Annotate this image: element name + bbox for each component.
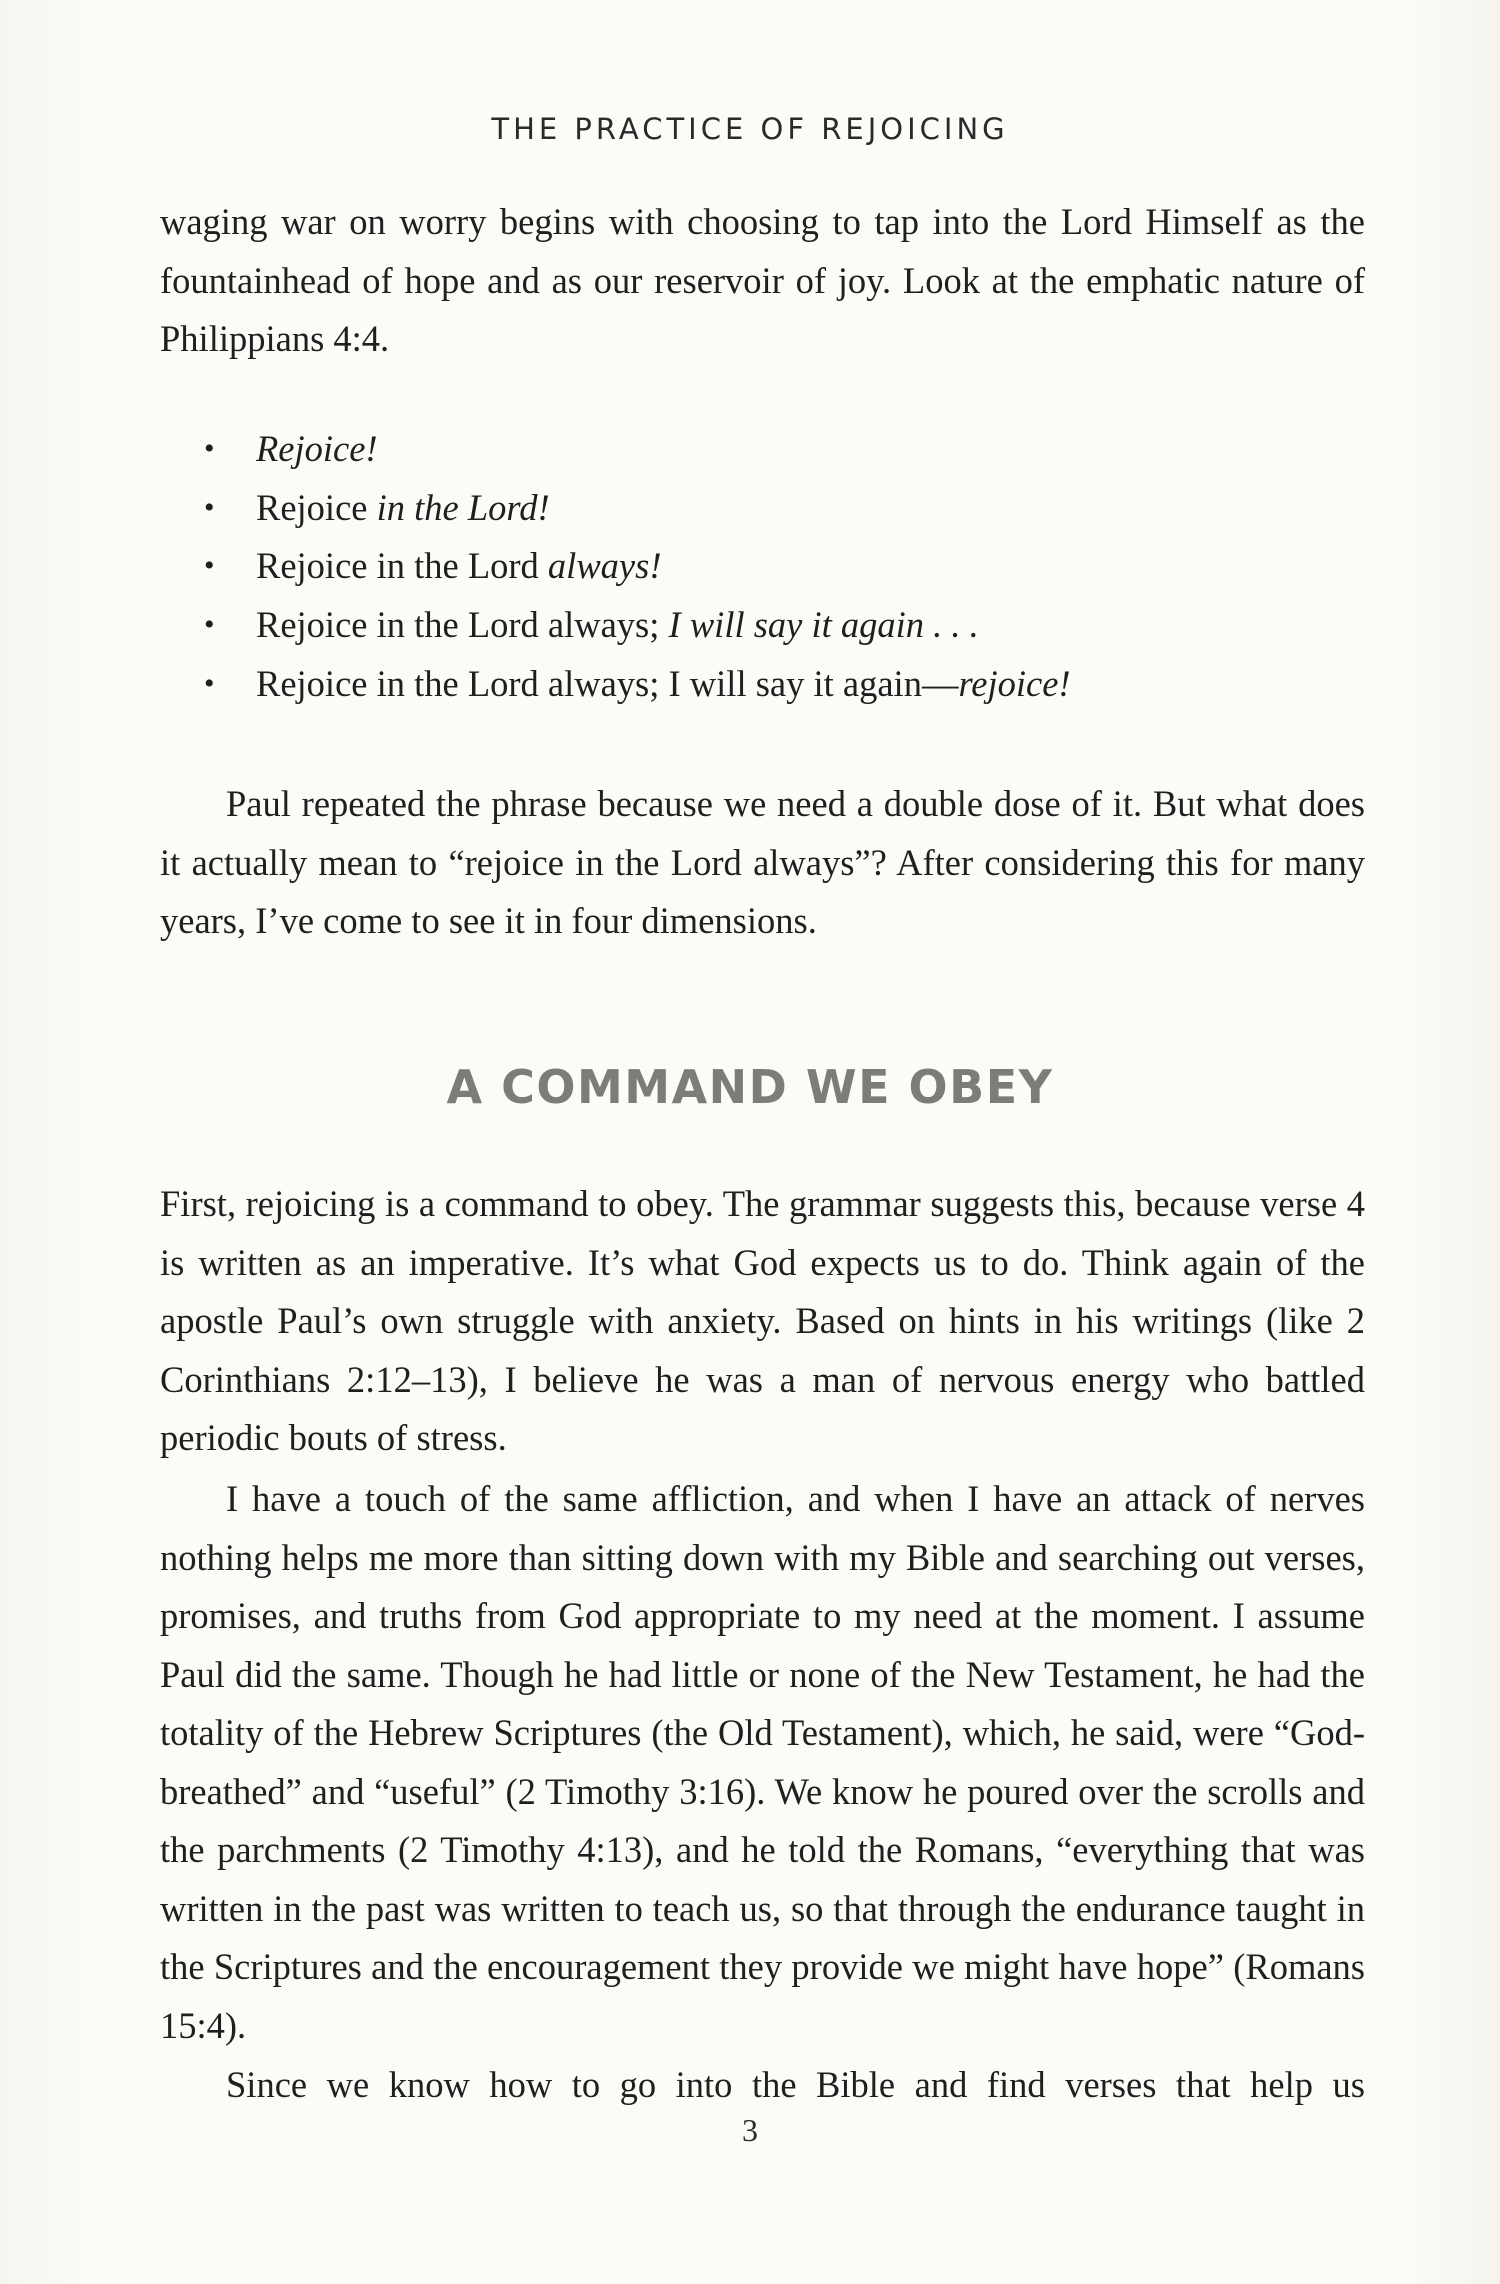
bullet-icon: •: [204, 432, 215, 465]
bullet-item: [204, 537, 1304, 596]
bullet-item: [204, 596, 1304, 655]
running-head: THE PRACTICE OF REJOICING: [491, 112, 1009, 146]
bullet-plain-text: Rejoice in the Lord always; I will say it again—: [256, 662, 959, 704]
section-heading: A COMMAND WE OBEY: [446, 1060, 1054, 1114]
bullet-italic-text: rejoice!: [958, 662, 1071, 704]
bullet-italic-text: I will say it again . . .: [668, 604, 979, 646]
bullet-list: [204, 420, 1304, 714]
bullet-icon: •: [204, 608, 215, 642]
bullet-item: [204, 655, 1304, 714]
bullet-italic-text: Rejoice!: [256, 428, 378, 469]
paragraph-double-dose: Paul repeated the phrase because we need a double dose of it. But what does it actually mean to “rejoice in the Lord always”? After considering this for many years, I’ve come to see it in four dimensions.: [160, 783, 1365, 941]
bullet-plain-text: Rejoice in the Lord always;: [256, 604, 669, 646]
paragraph-continuation: Since we know how to go into the Bible and find verses that help us: [226, 2064, 1365, 2105]
bullet-icon: •: [204, 490, 215, 524]
paragraph-affliction: I have a touch of the same affliction, and when I have an attack of nerves nothing helps me more than sitting down with my Bible and searching out verses, promises, and truths from God appropriate to my need at the moment. I assume Paul did the same. Though he had little or none of the New Testament, he had the totality of the Hebrew Scriptures (the Old Testament), which, he said, were “God-breathed” and “useful” (2 Timothy 3:16). We know he poured over the scrolls and the parchments (2 Timothy 4:13), and he told the Romans, “everything that was written in the past was written to teach us, so that through the endurance taught in the Scriptures and the encouragement they provide we might have hope” (Romans 15:4).: [160, 1478, 1365, 2046]
bullet-item: [204, 479, 1304, 538]
page-number: 3: [742, 2112, 758, 2148]
bullet-italic-text: always!: [547, 545, 662, 587]
bullet-plain-text: Rejoice: [256, 486, 377, 528]
bullet-plain-text: Rejoice in the Lord: [256, 545, 548, 587]
paragraph-command: First, rejoicing is a command to obey. The grammar suggests this, because verse 4 is written as an imperative. It’s what God expects us to do. Think again of the apostle Paul’s own struggle with anxiety. Based on hints in his writings (like 2 Corinthians 2:12–13), I believe he was a man of nervous energy who battled periodic bouts of stress.: [160, 1183, 1365, 1458]
bullet-icon: •: [204, 549, 215, 583]
paragraph-intro: waging war on worry begins with choosing to tap into the Lord Himself as the fountainhead of hope and as our reservoir of joy. Look at the emphatic nature of Philippians 4:4.: [160, 201, 1365, 359]
bullet-icon: •: [204, 666, 215, 700]
bullet-italic-text: in the Lord!: [376, 486, 550, 528]
bullet-item: [204, 420, 1304, 479]
